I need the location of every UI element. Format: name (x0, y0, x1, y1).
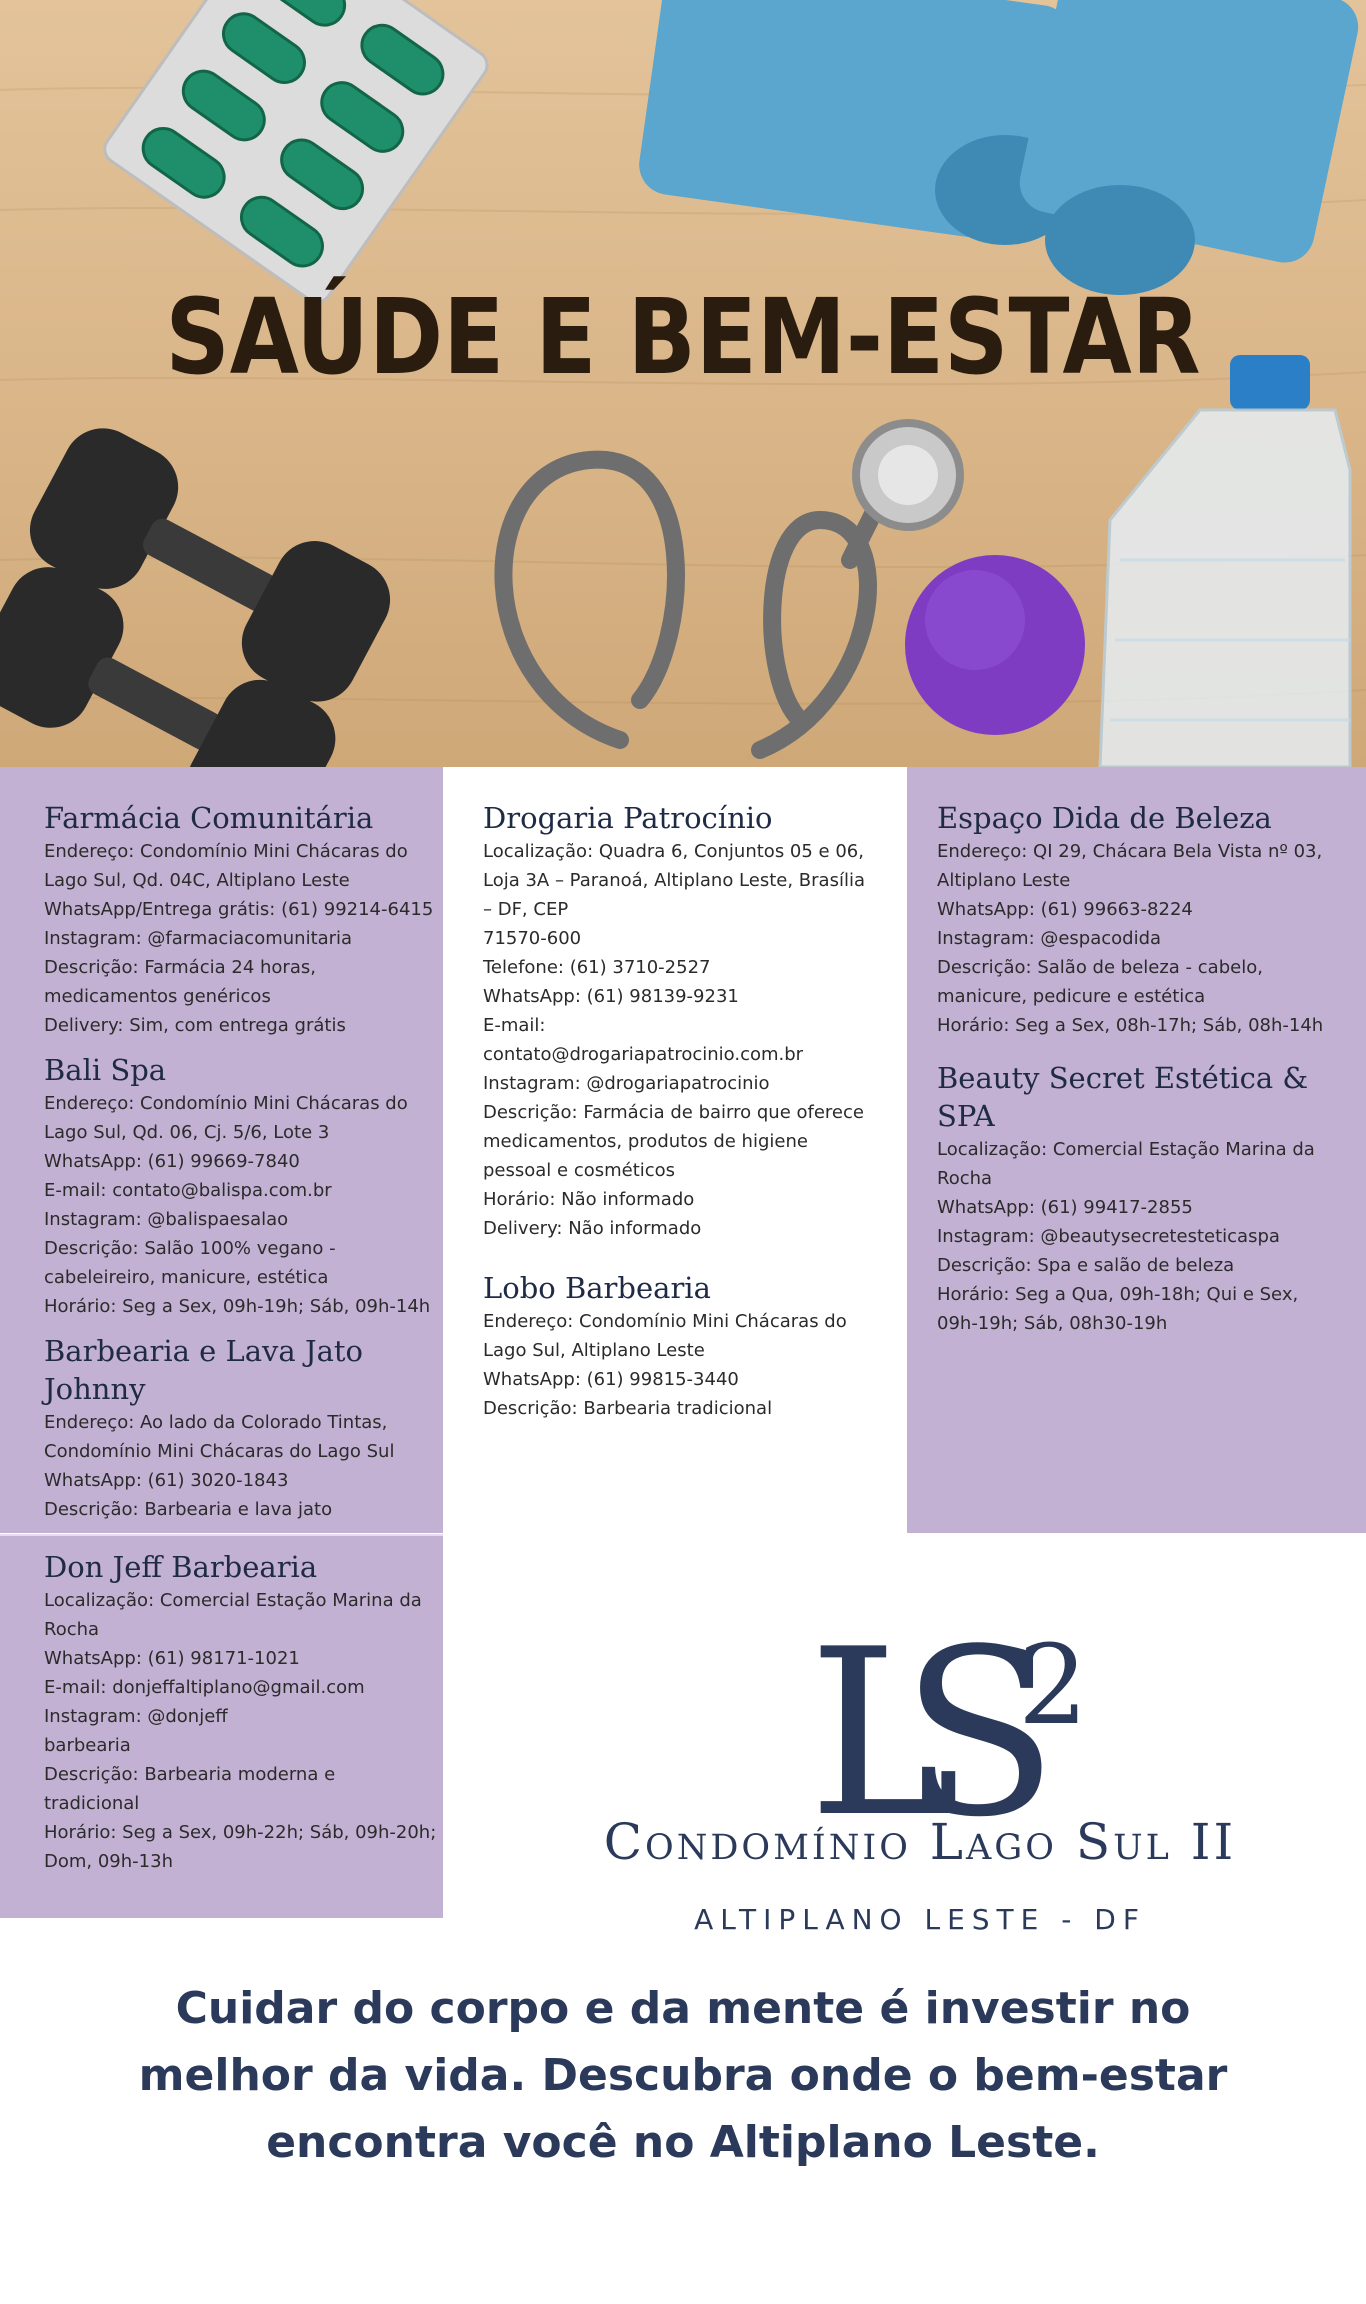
brand-logo (443, 1533, 1366, 1963)
listing-barbearia-lava-jato-johnny (44, 1332, 394, 1524)
listing-column-middle (443, 767, 907, 1533)
brand-name: Condomínio Lago Sul II (603, 1813, 1237, 1871)
listing-details: Localização: Quadra 6, Conjuntos 05 e 06, Loja 3A – Paranoá, Altiplano Leste, Brasília – DF, CEP 71570-600 Telefone: (61) 3710-2527 WhatsApp: (61) 98139-9231 E-mail: contato@drogariapatrocinio.com.br Instagram: @drogariapatrocinio Descrição: Farmácia de bairro que oferece medicamentos, produtos de higiene pessoal e cosméticos Horário: Não informado Delivery: Não informado (483, 841, 865, 1239)
listing-farmacia-comunitaria (44, 799, 433, 1040)
massage-ball-icon (905, 555, 1085, 735)
listing-name: Lobo Barbearia (483, 1271, 711, 1305)
water-bottle-icon (1100, 355, 1350, 767)
listing-column-left-bottom (0, 1536, 443, 1918)
listing-beauty-secret (937, 1059, 1315, 1338)
listing-name: Espaço Dida de Beleza (937, 801, 1272, 835)
stethoscope-icon (503, 460, 890, 750)
monogram-exponent: 2 (1018, 1621, 1088, 1749)
listing-name: Bali Spa (44, 1053, 167, 1087)
listing-bali-spa (44, 1051, 430, 1321)
listing-details: Endereço: Ao lado da Colorado Tintas, Condomínio Mini Chácaras do Lago Sul WhatsApp: (61) 3020-1843 Descrição: Barbearia e lava jato (44, 1412, 395, 1520)
pill-blister-icon (99, 0, 492, 307)
hero-banner (0, 0, 1366, 767)
listing-details: Localização: Comercial Estação Marina da Rocha WhatsApp: (61) 99417-2855 Instagram: @beautysecretesteticaspa Descrição: Spa e salão de beleza Horário: Seg a Qua, 09h-18h; Qui e Sex, 09h-19h; Sáb, 08h30-19h (937, 1139, 1315, 1334)
page-title: SAÚDE E BEM-ESTAR (165, 276, 1201, 398)
listing-column-left (0, 767, 443, 1533)
listing-details: Endereço: Condomínio Mini Chácaras do Lago Sul, Qd. 04C, Altiplano Leste WhatsApp/Entrega grátis: (61) 99214-6415 Instagram: @farmaciacomunitaria Descrição: Farmácia 24 horas, medicamentos genéricos Delivery: Sim, com entrega grátis (44, 841, 434, 1036)
listing-details: Endereço: QI 29, Chácara Bela Vista nº 03, Altiplano Leste WhatsApp: (61) 99663-8224 Instagram: @espacodida Descrição: Salão de beleza - cabelo, manicure, pedicure e estética Horário: Seg a Sex, 08h-17h; Sáb, 08h-14h (937, 841, 1324, 1036)
listing-espaco-dida-de-beleza (937, 799, 1323, 1040)
listing-name: Farmácia Comunitária (44, 801, 374, 835)
listing-name: Beauty Secret Estética & SPA (937, 1061, 1309, 1133)
listing-name: Barbearia e Lava Jato Johnny (44, 1334, 363, 1406)
listing-lobo-barbearia (483, 1269, 847, 1423)
listing-column-right (907, 767, 1366, 1533)
yoga-mat-icon (635, 0, 1363, 295)
listing-details: Endereço: Condomínio Mini Chácaras do Lago Sul, Altiplano Leste WhatsApp: (61) 99815-3440 Descrição: Barbearia tradicional (483, 1311, 847, 1419)
listing-details: Localização: Comercial Estação Marina da Rocha WhatsApp: (61) 98171-1021 E-mail: donjeffaltiplano@gmail.com Instagram: @donjeff barbearia Descrição: Barbearia moderna e tradicional Horário: Seg a Sex, 09h-22h; Sáb, 09h-20h; Dom, 09h-13h (44, 1590, 437, 1872)
listing-don-jeff-barbearia (44, 1548, 436, 1876)
listing-name: Drogaria Patrocínio (483, 801, 773, 835)
dumbbells-icon (0, 414, 404, 767)
brand-location: ALTIPLANO LESTE - DF (694, 1903, 1146, 1936)
tagline: Cuidar do corpo e da mente é investir no melhor da vida. Descubra onde o bem-estar encontra você no Altiplano Leste. (138, 1983, 1228, 2168)
monogram-letters: LS (808, 1601, 999, 1853)
listing-drogaria-patrocinio (483, 799, 865, 1243)
listing-name: Don Jeff Barbearia (44, 1550, 318, 1584)
listing-details: Endereço: Condomínio Mini Chácaras do Lago Sul, Qd. 06, Cj. 5/6, Lote 3 WhatsApp: (61) 99669-7840 E-mail: contato@balispa.com.br Instagram: @balispaesalao Descrição: Salão 100% vegano - cabeleireiro, manicure, estética Horário: Seg a Sex, 09h-19h; Sáb, 09h-14h (44, 1093, 431, 1317)
